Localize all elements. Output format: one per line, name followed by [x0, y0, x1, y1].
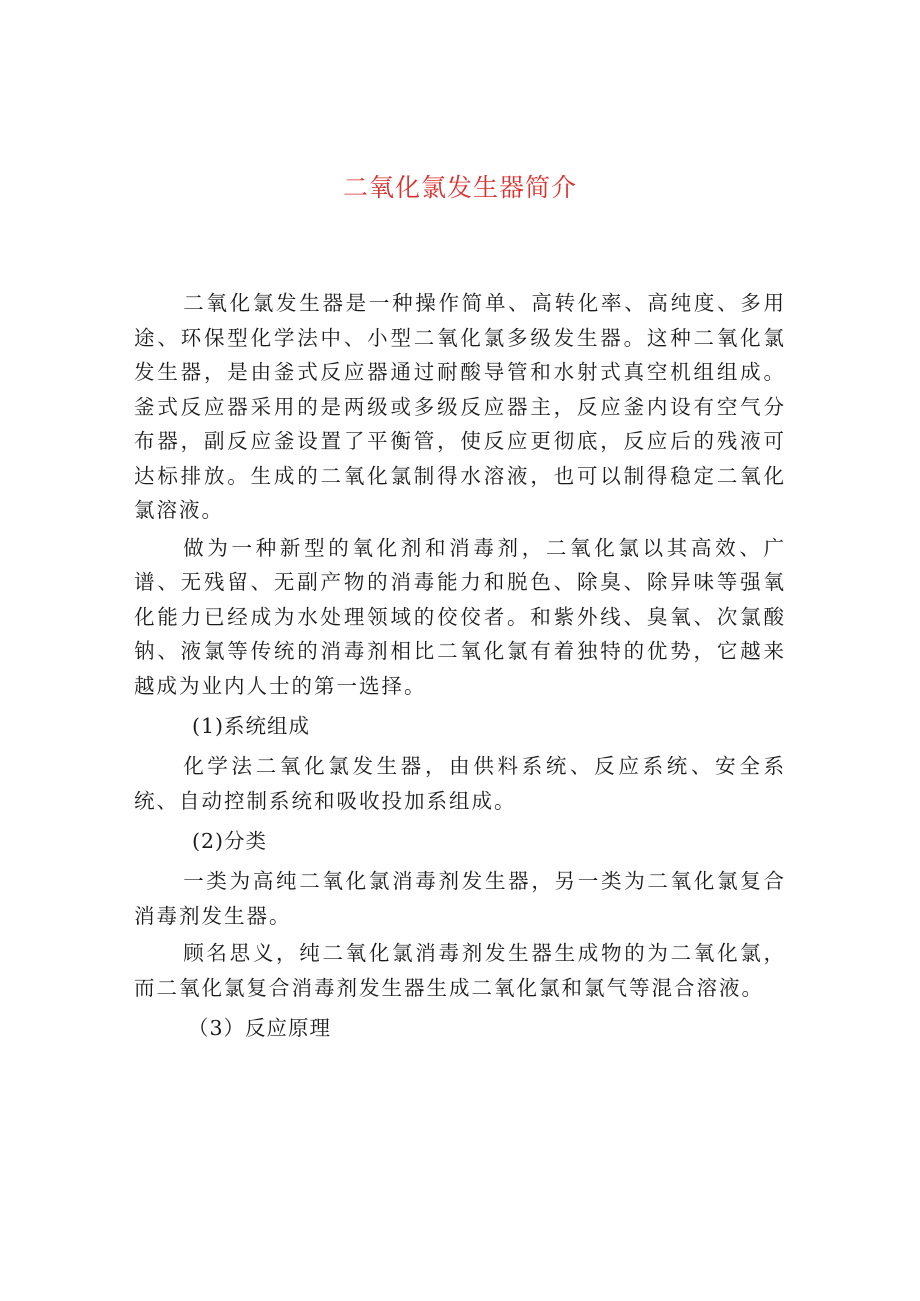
paragraph-system-composition: 化学法二氧化氯发生器，由供料系统、反应系统、安全系统、自动控制系统和吸收投加系组成。: [134, 754, 786, 813]
paragraph-classification: 一类为高纯二氧化氯消毒剂发生器，另一类为二氧化氯复合消毒剂发生器。: [134, 869, 786, 928]
paragraph-intro: 二氧化氯发生器是一种操作简单、高转化率、高纯度、多用途、环保型化学法中、小型二氧化氯多级发生器。这种二氧化氯发生器，是由釜式反应器通过耐酸导管和水射式真空机组组成。釜式反应器采用的是两级或多级反应器主，反应釜内设有空气分布器，副反应釜设置了平衡管，使反应更彻底，反应后的残液可达标排放。生成的二氧化氯制得水溶液，也可以制得稳定二氧化氯溶液。: [134, 291, 786, 522]
section-heading-classification: (2)分类: [192, 829, 268, 853]
document-title: 二氧化氯发生器简介: [342, 173, 577, 202]
paragraph-classification-detail: 顾名思义，纯二氧化氯消毒剂发生器生成物的为二氧化氯，而二氧化氯复合消毒剂发生器生成二氧化氯和氯气等混合溶液。: [134, 941, 786, 1000]
section-heading-system-composition: (1)系统组成: [192, 714, 311, 738]
paragraph-advantages: 做为一种新型的氧化剂和消毒剂，二氧化氯以其高效、广谱、无残留、无副产物的消毒能力和脱色、除臭、除异味等强氧化能力已经成为水处理领域的佼佼者。和紫外线、臭氧、次氯酸钠、液氯等传统的消毒剂相比二氧化氯有着独特的优势，它越来越成为业内人士的第一选择。: [134, 535, 786, 698]
section-heading-reaction-principle: （3）反应原理: [188, 1016, 332, 1040]
document-body: [134, 286, 786, 1049]
